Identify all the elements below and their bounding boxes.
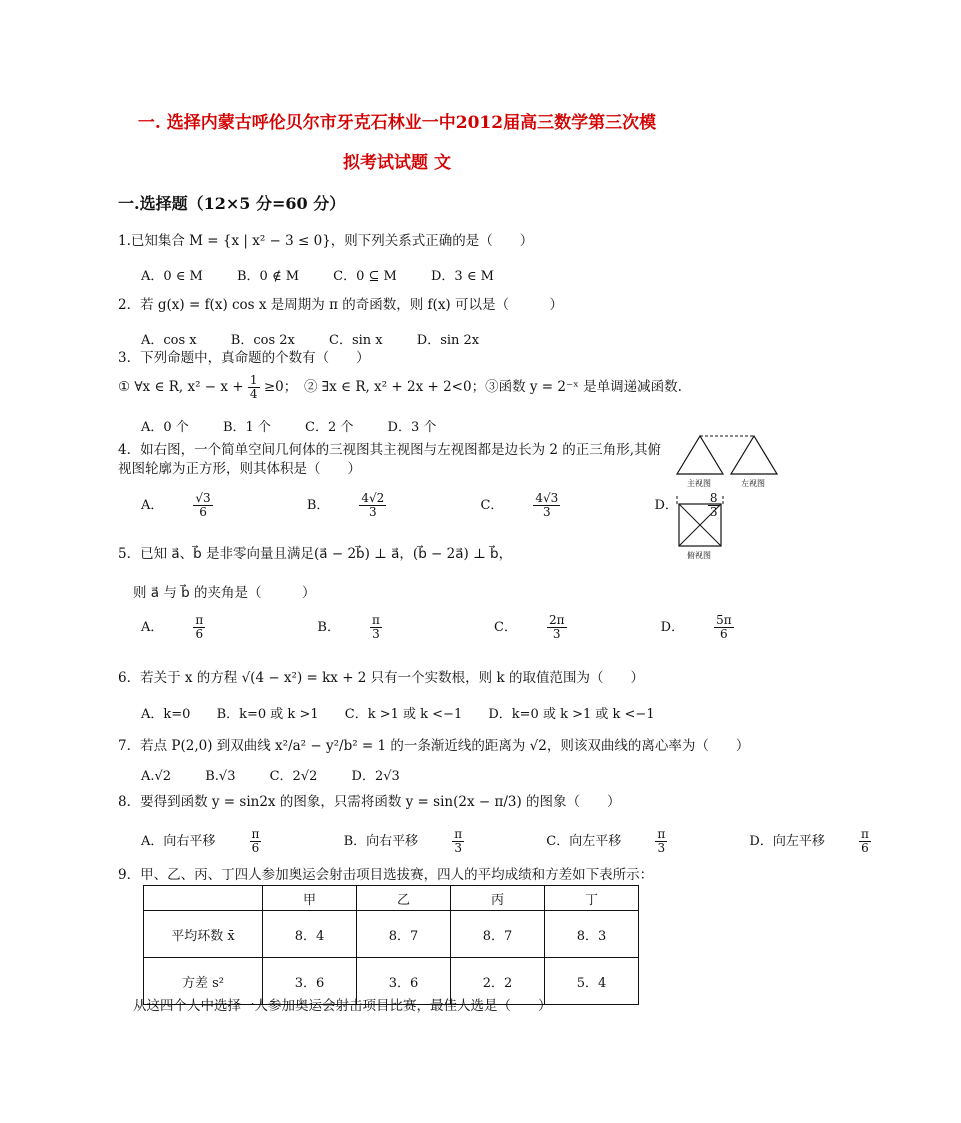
q6-option-d: D．k=0 或 k >1 或 k <−1 <box>488 707 655 722</box>
q5-stem-2: 则 a⃗ 与 b⃗ 的夹角是（ ） <box>133 585 316 601</box>
q3-stem: 3．下列命题中，真命题的个数有（ ） <box>118 350 370 366</box>
q2-option-b: B．cos 2x <box>230 333 295 348</box>
q1-option-c: C．0 ⊆ M <box>333 269 397 284</box>
q7-options <box>141 765 430 784</box>
table-header-cell: 丙 <box>451 886 545 911</box>
q3-option-b: B．1 个 <box>222 420 271 435</box>
q5-option-a: A． $\frac{\pi}{6}$ <box>141 613 204 641</box>
table-cell: 8．3 <box>545 911 639 958</box>
table-row <box>144 911 639 958</box>
q4-stem-2: 视图轮廓为正方形，则其体积是（ ） <box>118 461 361 477</box>
table-header-cell: 乙 <box>357 886 451 911</box>
q8-options <box>141 828 961 855</box>
table-cell: 3．6 <box>263 958 357 1005</box>
q5-options <box>141 614 824 641</box>
q3-option-d: D．3 个 <box>387 420 437 435</box>
q1-option-a: A．0 ∈ M <box>141 269 203 284</box>
q5-option-d: D． $\frac{5\pi}{6}$ <box>660 613 732 641</box>
top-view-label: 俯视图 <box>687 551 711 560</box>
section-heading: 一.选择题（12×5 分=60 分） <box>118 194 346 213</box>
q9-stem: 9．甲、乙、丙、丁四人参加奥运会射击项目选拔赛，四人的平均成绩和方差如下表所示： <box>118 867 654 883</box>
q2-option-c: C．sin x <box>329 333 383 348</box>
q3-prop-1: ① ∀x ∈ R, x² − x + <box>118 379 244 395</box>
q5-option-b: B． $\frac{\pi}{3}$ <box>317 613 380 641</box>
q8-stem: 8．要得到函数 y = sin2x 的图象，只需将函数 y = sin(2x − π/3) 的图象（ ） <box>118 794 621 810</box>
q1-stem: 1.已知集合 M = {x | x² − 3 ≤ 0}，则下列关系式正确的是（ ） <box>118 233 534 249</box>
title-line-1: 一. 选择内蒙古呼伦贝尔市牙克石林业一中2012届高三数学第三次模 <box>137 113 657 133</box>
q9-after-text: 从这四个人中选择一人参加奥运会射击项目比赛，最佳人选是（ ） <box>133 998 552 1014</box>
q4-option-a: A． $\frac{√3}{6}$ <box>141 491 211 519</box>
q7-option-c: C．2√2 <box>269 769 318 784</box>
table-cell: 8．7 <box>451 911 545 958</box>
title-line-2: 拟考试试题 文 <box>343 153 451 173</box>
q4-option-c: C． $\frac{4√3}{3}$ <box>480 491 559 519</box>
q1-options <box>141 265 524 284</box>
q3-fraction: $\frac{1}{4}$ <box>249 373 258 401</box>
table-header-row <box>144 886 639 911</box>
table-cell: 方差 s² <box>144 958 263 1005</box>
q3-prop-rest: ≥0； ② ∃x ∈ R, x² + 2x + 2<0；③函数 y = 2⁻ˣ 是单调递减函数. <box>263 379 682 395</box>
table-cell: 5．4 <box>545 958 639 1005</box>
scores-table <box>143 885 639 1005</box>
q3-options <box>141 416 466 435</box>
q2-option-a: A．cos x <box>141 333 197 348</box>
q8-option-c: C．向左平移 $\frac{\pi}{3}$ <box>546 827 666 855</box>
three-view-figure <box>675 432 785 566</box>
table-cell: 3．6 <box>357 958 451 1005</box>
q4-option-d: D． $\frac{8}{3}$ <box>654 491 718 519</box>
q3-propositions <box>118 374 682 401</box>
table-header-cell: 甲 <box>263 886 357 911</box>
q3-option-c: C．2 个 <box>305 420 354 435</box>
q1-option-b: B．0 ∉ M <box>237 269 300 284</box>
q5-stem-1: 5．已知 a⃗、b⃗ 是非零向量且满足(a⃗ − 2b⃗) ⊥ a⃗，(b⃗ − 2a⃗) ⊥ b⃗， <box>118 546 513 562</box>
front-view-label: 主视图 <box>687 479 711 488</box>
three-view-drawing <box>675 432 785 562</box>
q7-option-a: A.√2 <box>141 769 172 784</box>
q6-option-c: C．k >1 或 k <−1 <box>344 707 463 722</box>
q3-option-a: A．0 个 <box>141 420 189 435</box>
q2-options <box>141 329 509 348</box>
q6-option-a: A．k=0 <box>141 707 191 722</box>
q2-stem: 2．若 g(x) = f(x) cos x 是周期为 π 的奇函数，则 f(x) 可以是（ ） <box>118 297 563 313</box>
q7-option-b: B.√3 <box>205 769 236 784</box>
table-cell: 平均环数 x̄ <box>144 911 263 958</box>
table-cell: 8．7 <box>357 911 451 958</box>
q7-option-d: D．2√3 <box>351 769 400 784</box>
table-header-cell <box>144 886 263 911</box>
side-view-label: 左视图 <box>741 479 765 488</box>
table-cell: 8．4 <box>263 911 357 958</box>
table-header-cell: 丁 <box>545 886 639 911</box>
q8-option-d: D．向左平移 $\frac{\pi}{6}$ <box>749 827 869 855</box>
q4-option-b: B． $\frac{4√2}{3}$ <box>306 491 385 519</box>
q6-option-b: B．k=0 或 k >1 <box>216 707 319 722</box>
q1-option-d: D．3 ∈ M <box>431 269 494 284</box>
q5-option-c: C． $\frac{2\pi}{3}$ <box>494 613 565 641</box>
q6-stem: 6．若关于 x 的方程 √(4 − x²) = kx + 2 只有一个实数根，则 k 的取值范围为（ ） <box>118 670 644 686</box>
q2-option-d: D．sin 2x <box>416 333 480 348</box>
q7-stem: 7．若点 P(2,0) 到双曲线 x²/a² − y²/b² = 1 的一条渐近线的距离为 √2，则该双曲线的离心率为（ ） <box>118 738 750 754</box>
q4-stem-1: 4．如右图，一个简单空间几何体的三视图其主视图与左视图都是边长为 2 的正三角形,其俯 <box>118 442 662 458</box>
q8-option-b: B．向右平移 $\frac{\pi}{3}$ <box>343 827 463 855</box>
table-cell: 2．2 <box>451 958 545 1005</box>
q8-option-a: A．向右平移 $\frac{\pi}{6}$ <box>141 827 260 855</box>
q6-options <box>141 703 685 722</box>
